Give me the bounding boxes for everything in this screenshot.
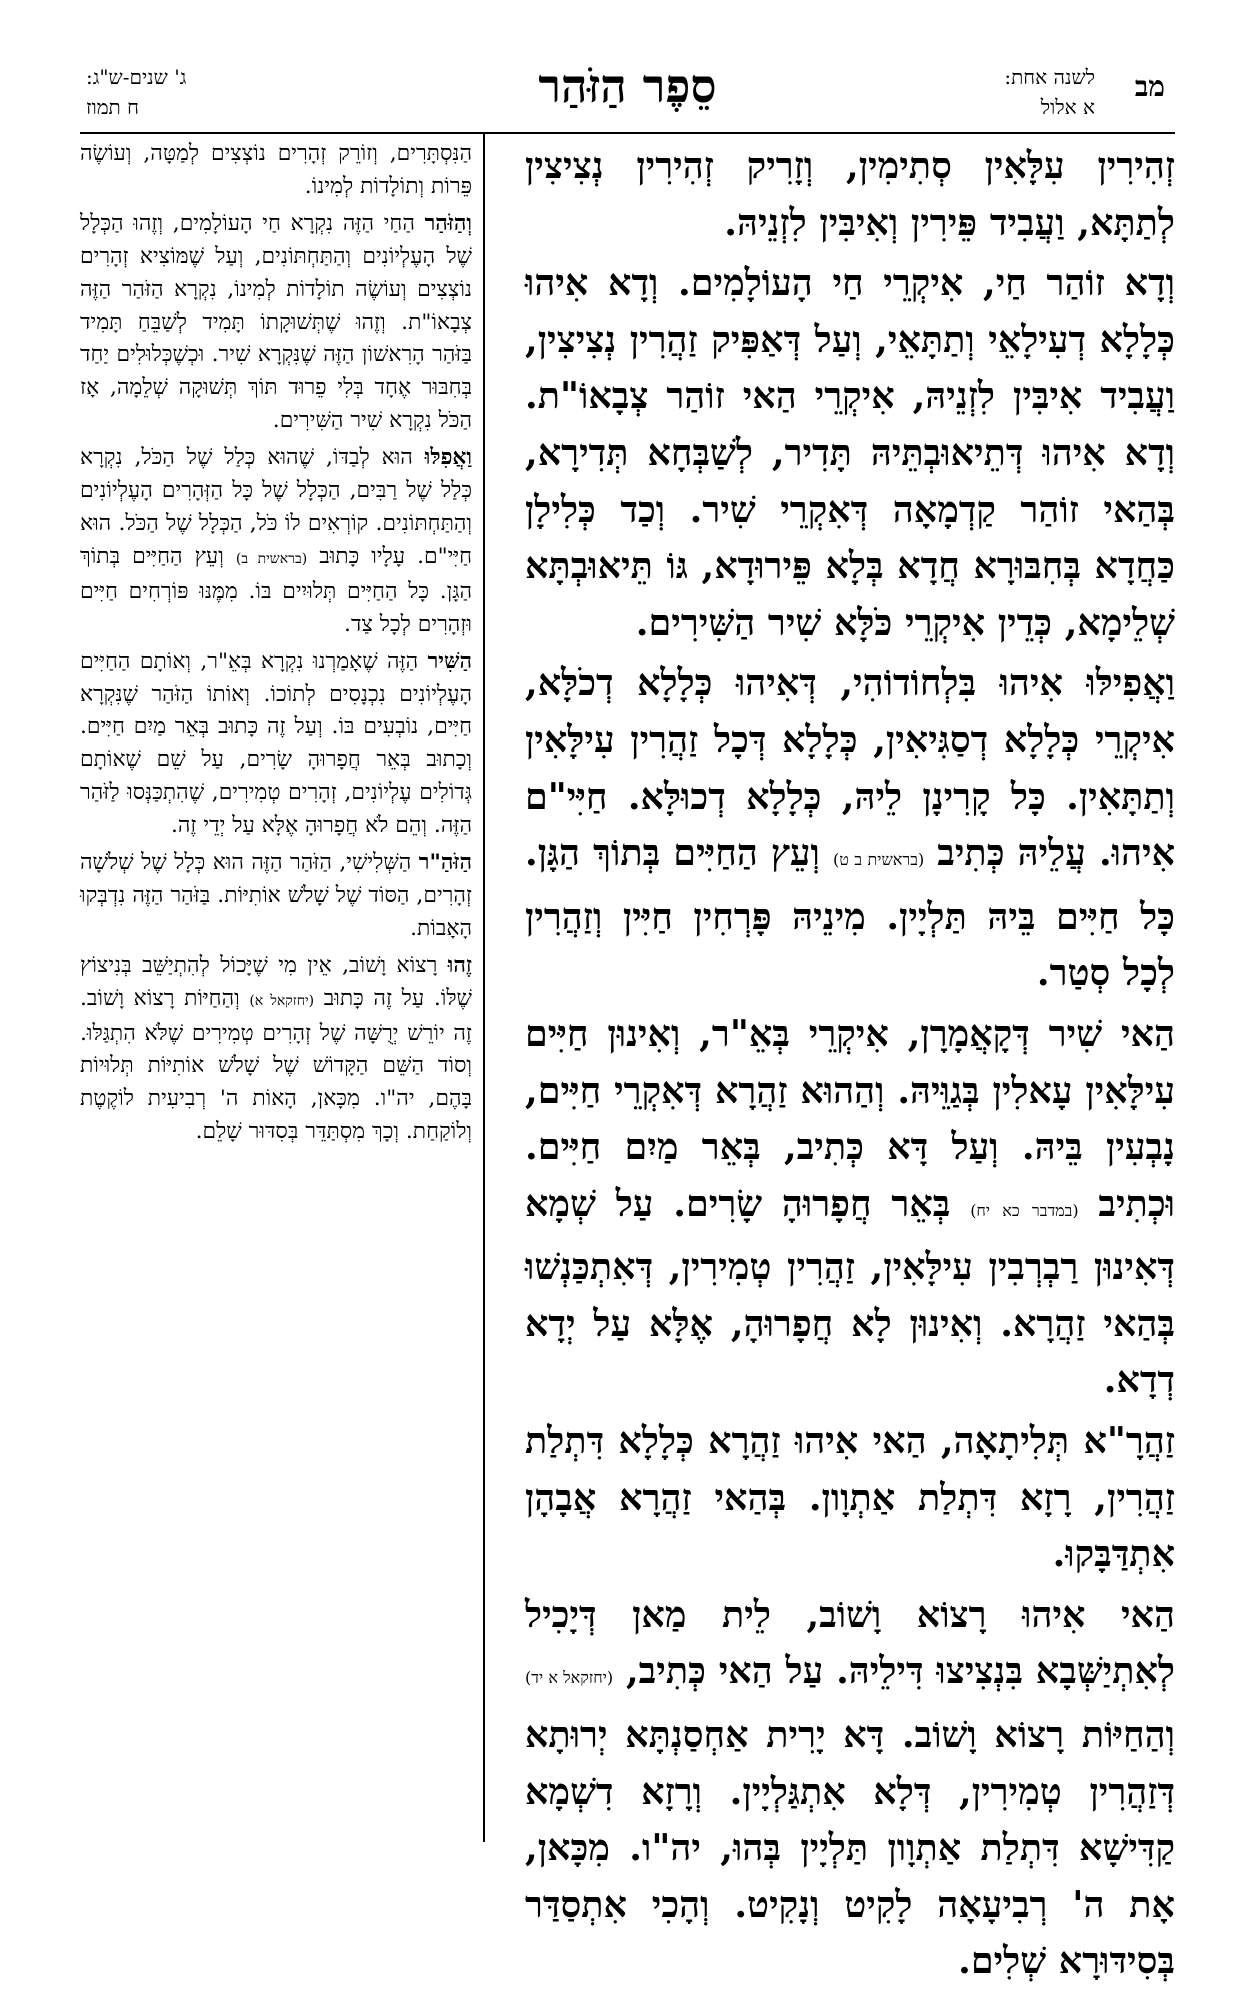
schedule-three-years-label: ג' שנים-ש"ג:	[86, 65, 187, 89]
opening-word: הַאי	[1120, 1592, 1175, 1636]
paragraph-text: הַשְּׁלִישִׁי, הַזֹּהַר הַזֶּה הוּא כְּלָל שֶׁל שְׁלֹשָׁה זְהָרִים, הַסּוֹד שֶׁל שָׁלֹשׁ אוֹתִיּוֹת. בַּזֹּהַר הַזֶּה נִדְבְּקוּ הָאָבוֹת.	[80, 850, 472, 941]
paragraph-text: הַזֶּה שֶׁאָמַרְנוּ נִקְרָא בְּאֵ"ר, וְאוֹתָם הַחַיִּים הָעֶלְיוֹנִים נִכְנָסִים לְתוֹכוֹ. וְאוֹתוֹ הַזֹּהַר שֶׁנִּקְרָא חַיִּים, נוֹבְעִים בּוֹ. וְעַל זֶה כָּתוּב בְּאֵר מַיִם חַיִּים. וְכָתוּב בְּאֵר חֲפָרוּהָ שָׂרִים, עַל שֵׁם שֶׁאוֹתָם גְּדוֹלִים עֶלְיוֹנִים, זְהָרִים טְמִירִים, שֶׁהִתְכַּנְּסוּ לַזֹּהַר הַזֶּה. וְהֵם לֹא חֲפָרוּהָ אֶלָּא עַל יְדֵי זֶה.	[80, 648, 472, 839]
paragraph-text: זוֹהַר חַי, אִיקְרֵי חַי הָעוֹלָמִים. וְדָא אִיהוּ כְּלָלָא דְעִילָאֵי וְתַתָּאֵי, וְעַל דְּאַפִּיק זַהֲרִין נְצִיצִין, וַעֲבִיד אִיבִּין לִזְנֵיהּ, אִיקְרֵי הַאי זוֹהַר צְבָאוֹ"ת. וְדָא אִיהוּ דְּתֵיאוּבְתֵּיהּ תָּדִיר, לְשַׁבְּחָא תְּדִירָא, בְּהַאי זוֹהַר קַדְמָאָה דְּאִקְרֵי שִׁיר. וְכַד כְּלִילָן כַּחֲדָא בְּחִבּוּרָא חֲדָא בְּלָא פֵּירוּדָא, גּוֹ תֵּיאוּבְתָּא שְׁלֵימָא, כְּדֵין אִיקְרֵי כֹּלָּא שִׁיר הַשִּׁירִים.	[525, 261, 1175, 644]
hebrew-paragraph	[80, 646, 472, 843]
paragraph-text: רָצוֹא וָשׁוֹב, אֵין מִי שֶׁיָּכוֹל לְהִתְיַשֵּׁב בְּנִיצוֹץ שֶׁלּוֹ. עַל זֶה כָּתוּב	[80, 952, 472, 1011]
paragraph-text: הוּא לְבַדּוֹ, שֶׁהוּא כְּלַל שֶׁל הַכֹּל, נִקְרָא כְּלַל שֶׁל רַבִּים, הַכְּלָל שֶׁל כָּל הַזְּהָרִים הָעֶלְיוֹנִים וְהַתַּחְתּוֹנִים. קוֹרְאִים לוֹ כֹּל, הַכְּלָל שֶׁל הַכֹּל. הוּא חַיִּי"ם. עָלָיו כָּתוּב	[80, 445, 472, 569]
aramaic-paragraph	[525, 1413, 1175, 1583]
opening-word: הַזֹּהַ"ר	[418, 850, 472, 876]
paragraph-text: הַנִּסְתָּרִים, וְזוֹרֵק זְהָרִים נוֹצְצִים לְמַטָּה, וְעוֹשֶׂה פֵּרוֹת וְתוֹלָדוֹת לְמִינוֹ.	[80, 141, 472, 199]
paragraph-text-continued: וְעֵץ הַחַיִּים בְּתוֹךְ הַגָּן. כָּל הַחַיִּים תְּלוּיִים בּוֹ. מִמֶּנּוּ פּוֹרְחִים חַיִּים וּזְהָרִים לְכָל צַד.	[80, 543, 472, 637]
aramaic-paragraph	[525, 1587, 1175, 1990]
opening-word: זֶהוּ	[447, 952, 472, 978]
column-divider	[483, 134, 485, 1842]
hebrew-paragraph	[80, 442, 472, 641]
opening-word: זַהֲרָ"א	[1083, 1419, 1175, 1463]
verse-reference: (במדבר כא יח)	[970, 1200, 1079, 1220]
opening-word: הַשִּׁיר	[427, 648, 472, 674]
opening-word: וַאֲפִילּוּ	[1086, 661, 1175, 705]
paragraph-text-continued: וְעֵץ הַחַיִּים בְּתוֹךְ הַגָּן. כָּל חַיִּים בֵּיהּ תַּלְיָין. מִינֵיהּ פָּרְחִין חַיִּין וְזַהֲרִין לְכָל סְטַר.	[525, 831, 1175, 995]
paragraph-text-continued: וְהַחַיּוֹת רָצוֹא וָשׁוֹב. זֶה יוֹרֵשׁ יְרֻשָּׁה שֶׁל זְהָרִים טְמִירִים שֶׁלֹּא הִתְגַּלּוּ. וְסוֹד הַשֵּׁם הַקָּדוֹשׁ שֶׁל שָׁלֹשׁ אוֹתִיּוֹת תְּלוּיוֹת בָּהֶם, יה"ו. מִכָּאן, הָאוֹת ה' רְבִיעִית לוֹקֶטֶת וְלוֹקַחַת. וְכָךְ מִסְתַּדֵּר בְּסִדּוּר שָׁלֵם.	[80, 985, 472, 1145]
aramaic-paragraph	[525, 138, 1175, 251]
hebrew-translation-column	[80, 138, 472, 1843]
paragraph-text: אִיהוּ רָצוֹא וָשׁוֹב, לֵית מַאן דְּיָכִיל לְאִתְיַשְּׁבָא בִּנְצִיצוּ דִּילֵיהּ. עַל הַאי כְּתִיב,	[525, 1592, 1176, 1693]
verse-reference: (יחזקאל א)	[249, 992, 315, 1009]
schedule-one-year-label: לשנה אחת:	[1004, 65, 1095, 89]
hebrew-paragraph	[80, 847, 472, 946]
aramaic-paragraph	[525, 1006, 1175, 1409]
opening-word: וְדָא	[1124, 261, 1175, 305]
header-rule	[80, 132, 1175, 134]
paragraph-text-continued: וְהַחַיּוֹת רָצוֹא וָשׁוֹב. דָּא יָרִית אַחְסַנְתָּא יְרוּתָא דְּזַהֲרִין טְמִירִין, דְּלָא אִתְגַּלְיָין. וְרָזָא דִשְׁמָא קַדִּישָׁא דִּתְלַת אַתְוָון תַּלְיָין בְּהוּ, יה"ו. מִכָּאן, אָת ה' רְבִיעָאָה לָקִיט וְנָקִיט. וְהָכִי אִתְסַדַּר בְּסִידּוּרָא שְׁלִים.	[525, 1713, 1175, 1983]
page-number: מב	[1134, 70, 1165, 103]
opening-word: וְהַזֹּהַר	[424, 210, 472, 236]
hebrew-paragraph	[80, 138, 472, 204]
opening-word: וַאֲפִלּוּ	[424, 445, 472, 471]
hebrew-paragraph	[80, 950, 472, 1149]
schedule-three-years	[86, 62, 186, 122]
opening-word: הַאי	[1120, 1011, 1175, 1055]
paragraph-text: הַחַי הַזֶּה נִקְרָא חַי הָעוֹלָמִים, וְזֶהוּ הַכְּלָל שֶׁל הָעֶלְיוֹנִים וְהַתַּחְתּוֹנִים, וְעַל שֶׁמּוֹצִיא זְהָרִים נוֹצְצִים וְעוֹשֶׂה תוֹלָדוֹת לְמִינוֹ, נִקְרָא הַזֹּהַר הַזֶּה צְבָאוֹ"ת. וְזֶהוּ שֶׁתְּשׁוּקָתוֹ תָּמִיד לְשַׁבֵּחַ תָּמִיד בַּזֹּהַר הָרִאשׁוֹן הַזֶּה שֶׁנִּקְרָא שִׁיר. וּכְשֶׁכְּלוּלִים יַחַד בְּחִבּוּר אֶחָד בְּלִי פֵרוּד תּוֹךְ תְּשׁוּקָה שְׁלֵמָה, אָז הַכֹּל נִקְרָא שִׁיר הַשִּׁירִים.	[80, 210, 472, 434]
paragraph-text: זְהִירִין עִלָּאִין סְתִימִין, וְזָרִיק זְהִירִין נְצִיצִין לְתַתָּא, וַעֲבִיד פֵּירִין וְאִיבִּין לִזְנֵיהּ.	[525, 144, 1175, 244]
verse-reference: (בראשית ב ט)	[832, 850, 925, 870]
verse-reference: (יחזקאל א יד)	[525, 1668, 614, 1688]
paragraph-text: אִיהוּ בִּלְחוֹדוֹהִי, דְּאִיהוּ כְּלָלָא דְכֹלָּא, אִיקְרֵי כְּלָלָא דְסַגִּיאִין, כְּלָלָא דְּכָל זַהֲרִין עִילָּאִין וְתַתָּאִין. כָּל קָרִינָן לֵיהּ, כְּלָלָא דְכוּלָּא. חַיִּי"ם אִיהוּ. עֲלֵיהּ כְּתִיב	[525, 661, 1176, 875]
aramaic-paragraph	[525, 655, 1175, 1002]
paragraph-text: תְּלִיתָאָה, הַאי אִיהוּ זַהֲרָא כְּלָלָא דִּתְלַת זַהֲרִין, רָזָא דִּתְלַת אַתְוָון. בְּהַאי זַהֲרָא אֲבָהָן אִתְדַּבָּקוּ.	[525, 1419, 1175, 1576]
hebrew-paragraph	[80, 208, 472, 438]
paragraph-text: שִׁיר דְּקָאֲמָרָן, אִיקְרֵי בְּאֵ"ר, וְאִינוּן חַיִּים עִילָּאִין עָאלִין בְּגַוֵּיהּ. וְהַהוּא זַהֲרָא דְּאִקְרֵי חַיִּים, נָבְעִין בֵּיהּ. וְעַל דָּא כְּתִיב, בְּאֵר מַיִם חַיִּים. וּכְתִיב	[525, 1011, 1176, 1225]
aramaic-column	[525, 138, 1176, 1983]
book-title: סֵפֶר הַזֹּהַר	[538, 59, 717, 113]
aramaic-paragraph	[525, 255, 1175, 651]
schedule-one-year-date: א אלול	[1040, 95, 1095, 119]
page-header	[80, 56, 1175, 134]
schedule-three-years-date: ח תמוז	[86, 95, 139, 119]
paragraph-text-continued: בְּאֵר חֲפָרוּהָ שָׂרִים. עַל שְׁמָא דְּאִינוּן רַבְרְבִין עִילָּאִין, זַהֲרִין טְמִירִין, דְּאִתְכַּנְשׁוּ בְּהַאי זַהֲרָא. וְאִינוּן לָא חֲפָרוּהָ, אֶלָּא עַל יְדָא דְדָא.	[525, 1181, 1175, 1402]
verse-reference: (בראשית ב)	[235, 550, 308, 567]
